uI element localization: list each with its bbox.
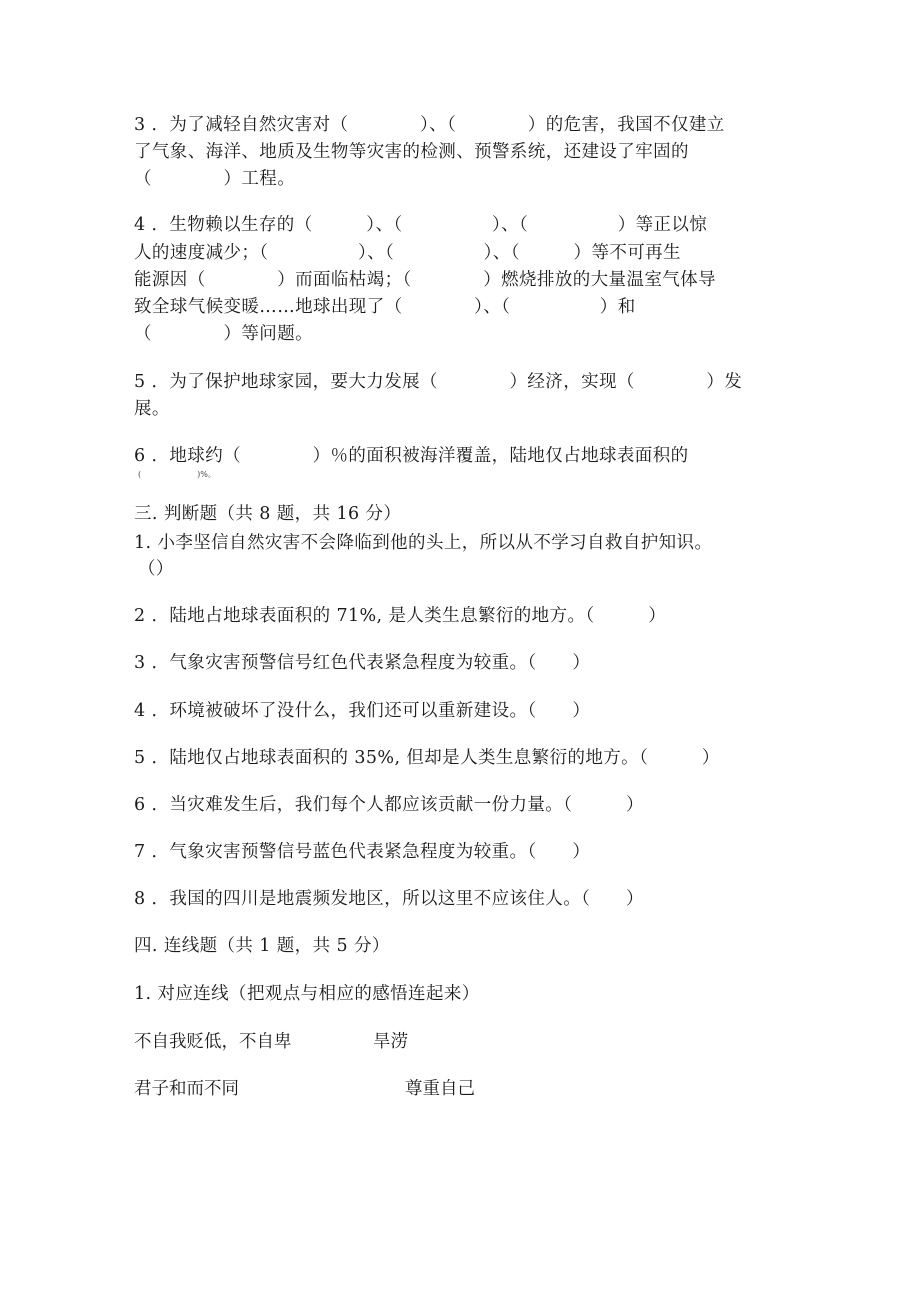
fill-blank-q5-line1: 5 ．为了保护地球家园，要大力发展（ ）经济，实现（ ）发 [134,372,743,392]
judgement-q3: 3 ．气象灾害预警信号红色代表紧急程度为较重。（ ） [134,653,591,673]
fill-blank-q3-line1: 3 ．为了减轻自然灾害对（ ）、（ ）的危害，我国不仅建立 [134,115,725,135]
fill-blank-q6-line1: 6 ．地球约（ ）％的面积被海洋覆盖，陆地仅占地球表面积的 [134,446,689,466]
judgement-q5: 5 ．陆地仅占地球表面积的 35%, 但却是人类生息繁衍的地方。（ ） [134,748,720,768]
judgement-q1-line2: （） [138,559,174,579]
judgement-q6: 6 ．当灾难发生后，我们每个人都应该贡献一份力量。（ ） [134,795,644,815]
judgement-q2: 2 ．陆地占地球表面积的 71%, 是人类生息繁衍的地方。（ ） [134,606,667,626]
fill-blank-q3-line2: 了气象、海洋、地质及生物等灾害的检测、预警系统，还建设了牢固的 [134,142,689,162]
fill-blank-q6-line2: ( )%。 [138,470,216,479]
matching-heading: 四. 连线题（共 1 题，共 5 分） [134,936,390,956]
matching-left-item: 君子和而不同 [134,1079,239,1099]
judgement-q8: 8 ．我国的四川是地震频发地区，所以这里不应该住人。（ ） [134,889,644,909]
judgement-q4: 4 ．环境被破坏了没什么，我们还可以重新建设。（ ） [134,701,591,721]
judgement-q7: 7 ．气象灾害预警信号蓝色代表紧急程度为较重。（ ） [134,842,591,862]
fill-blank-q4-line3: 能源因（ ）而面临枯竭；（ ）燃烧排放的大量温室气体导 [134,270,716,290]
fill-blank-q4-line5: （ ）等问题。 [134,324,313,344]
judgement-heading: 三. 判断题（共 8 题，共 16 分） [134,504,402,524]
matching-right-item: 旱涝 [373,1032,408,1052]
fill-blank-q4-line1: 4 ．生物赖以生存的（ ）、（ ）、（ ）等正以惊 [134,215,708,235]
matching-q1: 1. 对应连线（把观点与相应的感悟连起来） [134,984,480,1004]
fill-blank-q5-line2: 展。 [134,399,170,419]
fill-blank-q4-line2: 人的速度减少；（ ）、（ ）、（ ）等不可再生 [134,243,681,263]
matching-right-item: 尊重自己 [405,1079,475,1099]
matching-left-item: 不自我贬低，不自卑 [134,1032,292,1052]
fill-blank-q4-line4: 致全球气候变暖……地球出现了（ ）、（ ）和 [134,297,636,317]
judgement-q1-line1: 1. 小李坚信自然灾害不会降临到他的头上，所以从不学习自救自护知识。 [134,533,713,553]
fill-blank-q3-line3: （ ）工程。 [134,169,296,189]
